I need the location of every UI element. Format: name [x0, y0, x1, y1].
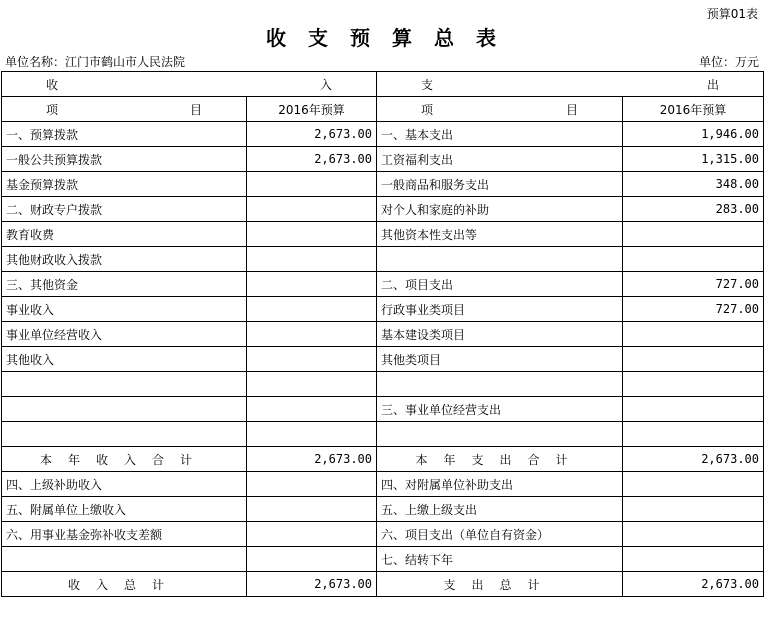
expense-amount — [623, 497, 764, 522]
table-row — [2, 547, 764, 572]
expense-amount: 1,946.00 — [623, 122, 764, 147]
income-item: 五、附属单位上缴收入 — [2, 497, 247, 522]
income-amount: 2,673.00 — [247, 572, 377, 597]
table-row — [2, 322, 764, 347]
expense-amount: 348.00 — [623, 172, 764, 197]
income-amount — [247, 372, 377, 397]
income-amount: 2,673.00 — [247, 147, 377, 172]
expense-amount — [623, 247, 764, 272]
expense-item: 其他类项目 — [377, 347, 623, 372]
expense-item: 五、上缴上级支出 — [377, 497, 623, 522]
header-row-sub — [2, 97, 764, 122]
income-item: 事业单位经营收入 — [2, 322, 247, 347]
income-header — [2, 72, 377, 97]
income-item: 本年收入合计 — [2, 447, 247, 472]
expense-item — [377, 372, 623, 397]
table-row — [2, 422, 764, 447]
expense-item: 对个人和家庭的补助 — [377, 197, 623, 222]
income-item-a: 项 — [46, 102, 59, 117]
income-item: 其他财政收入拨款 — [2, 247, 247, 272]
income-amount — [247, 247, 377, 272]
expense-item: 七、结转下年 — [377, 547, 623, 572]
table-row — [2, 497, 764, 522]
expense-item-header — [377, 97, 623, 122]
table-row — [2, 347, 764, 372]
income-item — [2, 422, 247, 447]
income-item: 三、其他资金 — [2, 272, 247, 297]
expense-amount — [623, 372, 764, 397]
income-amount — [247, 347, 377, 372]
income-amount — [247, 197, 377, 222]
expense-amount — [623, 397, 764, 422]
expense-header-b: 出 — [706, 77, 719, 92]
expense-amount: 2,673.00 — [623, 572, 764, 597]
income-item: 基金预算拨款 — [2, 172, 247, 197]
expense-amount: 283.00 — [623, 197, 764, 222]
income-amount: 2,673.00 — [247, 447, 377, 472]
expense-item: 其他资本性支出等 — [377, 222, 623, 247]
income-item-b: 目 — [189, 102, 202, 117]
table-body — [2, 72, 764, 597]
expense-amount: 2,673.00 — [623, 447, 764, 472]
income-header-b: 入 — [319, 77, 332, 92]
table-row — [2, 172, 764, 197]
income-item: 收入总计 — [2, 572, 247, 597]
table-row — [2, 397, 764, 422]
income-item — [2, 547, 247, 572]
income-item — [2, 397, 247, 422]
income-item-header — [2, 97, 247, 122]
income-item — [2, 372, 247, 397]
income-amount — [247, 397, 377, 422]
unit-name: 单位名称：江门市鹤山市人民法院 — [5, 55, 186, 69]
income-header-a: 收 — [46, 77, 59, 92]
expense-item: 一、基本支出 — [377, 122, 623, 147]
expense-item: 二、项目支出 — [377, 272, 623, 297]
income-amount — [247, 422, 377, 447]
income-item: 教育收费 — [2, 222, 247, 247]
table-row — [2, 222, 764, 247]
income-item: 六、用事业基金弥补收支差额 — [2, 522, 247, 547]
expense-item: 本年支出合计 — [377, 447, 623, 472]
table-row — [2, 147, 764, 172]
expense-item: 一般商品和服务支出 — [377, 172, 623, 197]
table-row — [2, 472, 764, 497]
income-item: 二、财政专户拨款 — [2, 197, 247, 222]
expense-amount: 727.00 — [623, 297, 764, 322]
income-amount — [247, 172, 377, 197]
expense-item: 行政事业类项目 — [377, 297, 623, 322]
expense-item — [377, 422, 623, 447]
unit-line — [5, 53, 759, 69]
expense-item — [377, 247, 623, 272]
table-row — [2, 122, 764, 147]
unit-label: 单位：万元 — [698, 55, 759, 69]
table-row — [2, 272, 764, 297]
expense-header — [377, 72, 764, 97]
income-budget-header: 2016年预算 — [247, 97, 377, 122]
header-row-main — [2, 72, 764, 97]
table-row — [2, 447, 764, 472]
income-amount — [247, 497, 377, 522]
income-item: 四、上级补助收入 — [2, 472, 247, 497]
expense-amount — [623, 422, 764, 447]
budget-table — [1, 71, 764, 597]
table-row — [2, 247, 764, 272]
expense-item-a: 项 — [421, 102, 434, 117]
income-amount — [247, 522, 377, 547]
income-amount — [247, 222, 377, 247]
expense-amount — [623, 222, 764, 247]
income-amount — [247, 472, 377, 497]
table-code: 预算01表 — [706, 7, 758, 21]
expense-item: 三、事业单位经营支出 — [377, 397, 623, 422]
expense-amount — [623, 472, 764, 497]
table-row — [2, 572, 764, 597]
expense-amount — [623, 547, 764, 572]
table-row — [2, 522, 764, 547]
expense-item: 六、项目支出（单位自有资金） — [377, 522, 623, 547]
table-row — [2, 297, 764, 322]
expense-amount: 727.00 — [623, 272, 764, 297]
expense-item: 工资福利支出 — [377, 147, 623, 172]
income-item: 一般公共预算拨款 — [2, 147, 247, 172]
income-amount — [247, 322, 377, 347]
expense-item: 四、对附属单位补助支出 — [377, 472, 623, 497]
income-amount — [247, 272, 377, 297]
expense-amount — [623, 347, 764, 372]
expense-item-b: 目 — [565, 102, 578, 117]
income-amount — [247, 547, 377, 572]
expense-item: 支出总计 — [377, 572, 623, 597]
income-amount: 2,673.00 — [247, 122, 377, 147]
expense-item: 基本建设类项目 — [377, 322, 623, 347]
income-amount — [247, 297, 377, 322]
expense-budget-header: 2016年预算 — [623, 97, 764, 122]
expense-header-a: 支 — [421, 77, 434, 92]
income-item: 一、预算拨款 — [2, 122, 247, 147]
expense-amount — [623, 322, 764, 347]
table-row — [2, 197, 764, 222]
expense-amount: 1,315.00 — [623, 147, 764, 172]
table-row — [2, 372, 764, 397]
income-item: 事业收入 — [2, 297, 247, 322]
income-item: 其他收入 — [2, 347, 247, 372]
expense-amount — [623, 522, 764, 547]
page-title: 收支预算总表 — [266, 26, 518, 50]
